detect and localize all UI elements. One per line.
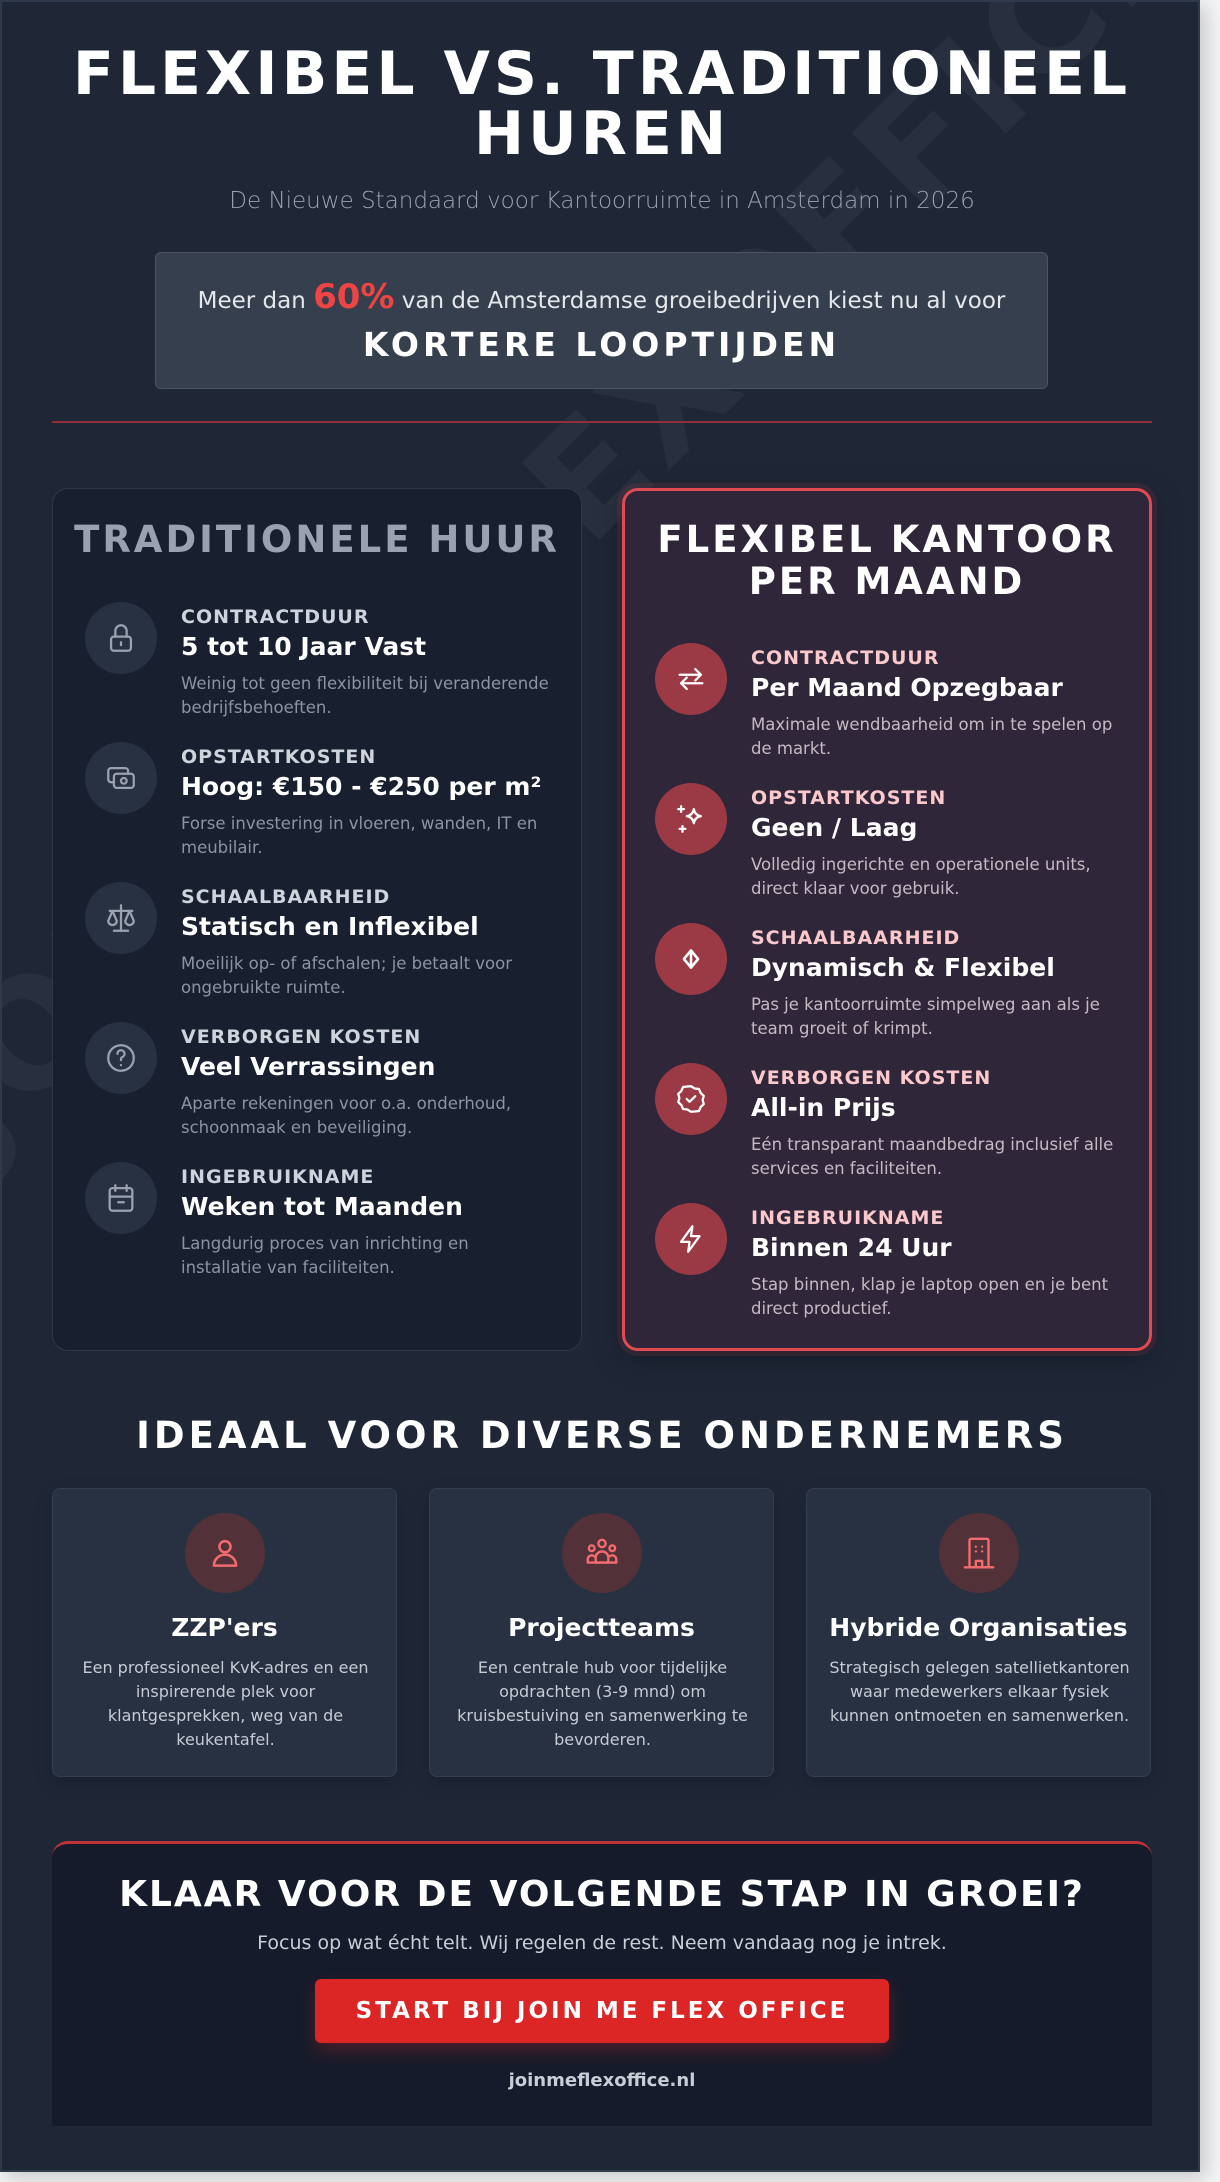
flexible-item-contract	[625, 643, 1149, 773]
calendar-icon	[85, 1162, 157, 1234]
flexible-item-startup-costs	[625, 783, 1149, 913]
question-icon	[85, 1022, 157, 1094]
stat-line	[156, 277, 1047, 317]
page-title: FLEXIBEL VS. TRADITIONEEL HUREN	[72, 39, 1132, 169]
money-icon	[85, 742, 157, 814]
item-value: Weken tot Maanden	[181, 1192, 463, 1221]
stat-percentage: 60%	[313, 277, 395, 317]
flexible-item-hidden-costs	[625, 1063, 1149, 1193]
flexible-card-title	[625, 519, 1149, 603]
building-icon	[939, 1513, 1019, 1593]
item-label: VERBORGEN KOSTEN	[181, 1026, 422, 1048]
item-value: Per Maand Opzegbaar	[751, 673, 1063, 702]
user-icon	[185, 1513, 265, 1593]
audience-description: Een professioneel KvK-adres en een inspirerende plek voor klantgesprekken, weg van de keukentafel.	[82, 1658, 369, 1749]
item-label: INGEBRUIKNAME	[181, 1166, 375, 1188]
traditional-item-hidden-costs	[53, 1022, 581, 1152]
page-subtitle: De Nieuwe Standaard voor Kantoorruimte in Amsterdam in 2026	[229, 188, 975, 214]
audience-name: Hybride Organisaties	[829, 1613, 1128, 1642]
stat-highlight: KORTERE LOOPTIJDEN	[362, 325, 841, 364]
audience-section-title: IDEAAL VOOR DIVERSE ONDERNEMERS	[136, 1414, 1068, 1457]
flexible-title-line2: PER MAAND	[748, 560, 1026, 603]
traditional-card-title: TRADITIONELE HUUR	[74, 518, 560, 561]
item-value: Statisch en Inflexibel	[181, 912, 479, 941]
item-value: Binnen 24 Uur	[751, 1233, 952, 1262]
traditional-item-startup-costs	[53, 742, 581, 872]
traditional-item-scalability	[53, 882, 581, 1012]
item-label: INGEBRUIKNAME	[751, 1207, 945, 1229]
start-button[interactable]: START BIJ JOIN ME FLEX OFFICE	[315, 1979, 889, 2043]
traditional-item-move-in	[53, 1162, 581, 1292]
flexible-office-card	[622, 488, 1152, 1351]
audience-name: ZZP'ers	[171, 1613, 278, 1642]
traditional-item-contract	[53, 602, 581, 732]
arrows-swap-icon	[655, 643, 727, 715]
cta-subtitle: Focus op wat écht telt. Wij regelen de rest. Neem vandaag nog je intrek.	[257, 1932, 947, 1954]
sparkles-icon	[655, 783, 727, 855]
flexible-item-move-in	[625, 1203, 1149, 1333]
cta-section	[52, 1841, 1152, 2126]
lightning-icon	[655, 1203, 727, 1275]
badge-check-icon	[655, 1063, 727, 1135]
item-label: CONTRACTDUUR	[751, 647, 940, 669]
stat-prefix: Meer dan	[197, 288, 306, 314]
audience-card-zzp	[52, 1488, 397, 1777]
section-divider	[52, 421, 1152, 423]
item-label: SCHAALBAARHEID	[181, 886, 391, 908]
traditional-rent-card	[52, 488, 582, 1351]
flexible-title-line1: FLEXIBEL KANTOOR	[657, 518, 1117, 561]
item-description: Eén transparant maandbedrag inclusief alle services en faciliteiten.	[751, 1135, 1114, 1178]
cta-title: KLAAR VOOR DE VOLGENDE STAP IN GROEI?	[119, 1874, 1085, 1915]
item-value: Veel Verrassingen	[181, 1052, 436, 1081]
item-value: Hoog: €150 - €250 per m²	[181, 772, 542, 801]
item-value: Dynamisch & Flexibel	[751, 953, 1055, 982]
item-value: 5 tot 10 Jaar Vast	[181, 632, 427, 661]
audience-name: Projectteams	[508, 1613, 695, 1642]
team-icon	[562, 1513, 642, 1593]
audience-card-hybrid	[806, 1488, 1151, 1777]
item-description: Langdurig proces van inrichting en installatie van faciliteiten.	[181, 1234, 469, 1277]
item-description: Maximale wendbaarheid om in te spelen op de markt.	[751, 715, 1113, 758]
audience-card-projectteams	[429, 1488, 774, 1777]
item-value: Geen / Laag	[751, 813, 918, 842]
item-description: Aparte rekeningen voor o.a. onderhoud, schoonmaak en beveiliging.	[181, 1094, 512, 1137]
item-label: CONTRACTDUUR	[181, 606, 370, 628]
stat-suffix: van de Amsterdamse groeibedrijven kiest nu al voor	[401, 288, 1006, 314]
item-label: OPSTARTKOSTEN	[181, 746, 377, 768]
audience-description: Strategisch gelegen satellietkantoren waar medewerkers elkaar fysiek kunnen ontmoeten en samenwerken.	[829, 1658, 1130, 1725]
website-link[interactable]: joinmeflexoffice.nl	[508, 2070, 696, 2091]
item-description: Weinig tot geen flexibiliteit bij veranderende bedrijfsbehoeften.	[181, 674, 549, 717]
audience-description: Een centrale hub voor tijdelijke opdrachten (3-9 mnd) om kruisbestuiving en samenwerking te bevorderen.	[457, 1658, 748, 1749]
scale-icon	[85, 882, 157, 954]
item-label: VERBORGEN KOSTEN	[751, 1067, 992, 1089]
resize-diamond-icon	[655, 923, 727, 995]
item-label: OPSTARTKOSTEN	[751, 787, 947, 809]
flexible-item-scalability	[625, 923, 1149, 1053]
item-description: Moeilijk op- of afschalen; je betaalt voor ongebruikte ruimte.	[181, 954, 513, 997]
item-description: Stap binnen, klap je laptop open en je bent direct productief.	[751, 1275, 1109, 1318]
item-description: Forse investering in vloeren, wanden, IT en meubilair.	[181, 814, 538, 857]
lock-icon	[85, 602, 157, 674]
item-description: Pas je kantoorruimte simpelweg aan als je team groeit of krimpt.	[751, 995, 1100, 1038]
item-description: Volledig ingerichte en operationele units, direct klaar voor gebruik.	[751, 855, 1091, 898]
item-label: SCHAALBAARHEID	[751, 927, 961, 949]
stat-callout	[155, 252, 1048, 389]
item-value: All-in Prijs	[751, 1093, 896, 1122]
